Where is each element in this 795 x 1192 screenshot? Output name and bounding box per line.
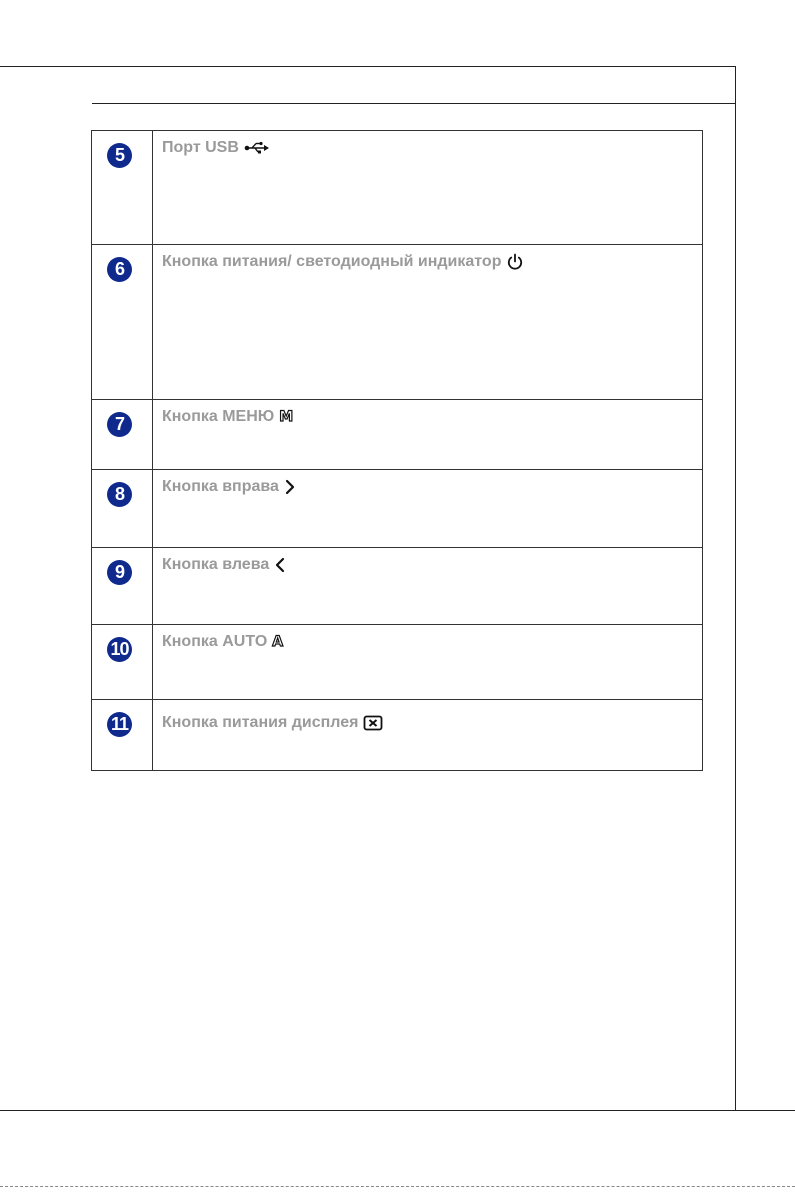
chevron-left-icon	[274, 557, 286, 573]
description-cell	[153, 131, 702, 244]
table-row	[92, 244, 702, 399]
number-badge: 9	[107, 560, 132, 585]
number-badge: 5	[107, 143, 132, 168]
description-cell	[153, 700, 702, 770]
number-cell	[92, 400, 153, 469]
right-rule	[735, 66, 736, 1111]
number-badge: 8	[107, 482, 132, 507]
row-title-label: Кнопка влева	[162, 556, 270, 573]
number-badge: 6	[107, 257, 132, 282]
description-cell	[153, 548, 702, 624]
row-title	[162, 478, 296, 496]
menu-m-icon: M	[279, 409, 294, 425]
row-title-label: Кнопка AUTO	[162, 633, 268, 650]
usb-icon	[244, 141, 270, 155]
display-off-icon	[363, 715, 383, 732]
table-row	[92, 131, 702, 244]
component-table	[91, 130, 703, 771]
row-title	[162, 556, 286, 574]
number-cell	[92, 470, 153, 547]
bottom-rule	[0, 1110, 795, 1111]
number-cell	[92, 245, 153, 399]
row-title-label: Кнопка питания/ светодиодный индикатор	[162, 253, 502, 270]
description-cell	[153, 245, 702, 399]
number-badge: 11	[107, 712, 132, 737]
row-title-label: Кнопка МЕНЮ	[162, 408, 275, 425]
row-title-label: Кнопка вправа	[162, 478, 279, 495]
row-title	[162, 714, 383, 732]
table-row	[92, 624, 702, 699]
description-cell	[153, 625, 702, 699]
row-title	[162, 253, 524, 271]
row-title	[162, 139, 270, 157]
table-row	[92, 399, 702, 469]
top-rule	[0, 66, 735, 67]
description-cell	[153, 400, 702, 469]
number-cell	[92, 625, 153, 699]
page-edge-dashes	[0, 1186, 795, 1187]
chevron-right-icon	[284, 479, 296, 495]
row-title	[162, 633, 283, 651]
number-badge: 10	[107, 637, 132, 662]
table-row	[92, 547, 702, 624]
row-title	[162, 408, 293, 426]
header-rule	[92, 103, 735, 104]
number-cell	[92, 131, 153, 244]
row-title-label: Кнопка питания дисплея	[162, 714, 359, 731]
row-title-label: Порт USB	[162, 139, 239, 156]
auto-a-icon: A	[272, 634, 284, 650]
number-badge: 7	[107, 412, 132, 437]
number-cell	[92, 700, 153, 770]
table-row	[92, 469, 702, 547]
power-icon	[506, 253, 524, 271]
description-cell	[153, 470, 702, 547]
number-cell	[92, 548, 153, 624]
table-row	[92, 699, 702, 770]
